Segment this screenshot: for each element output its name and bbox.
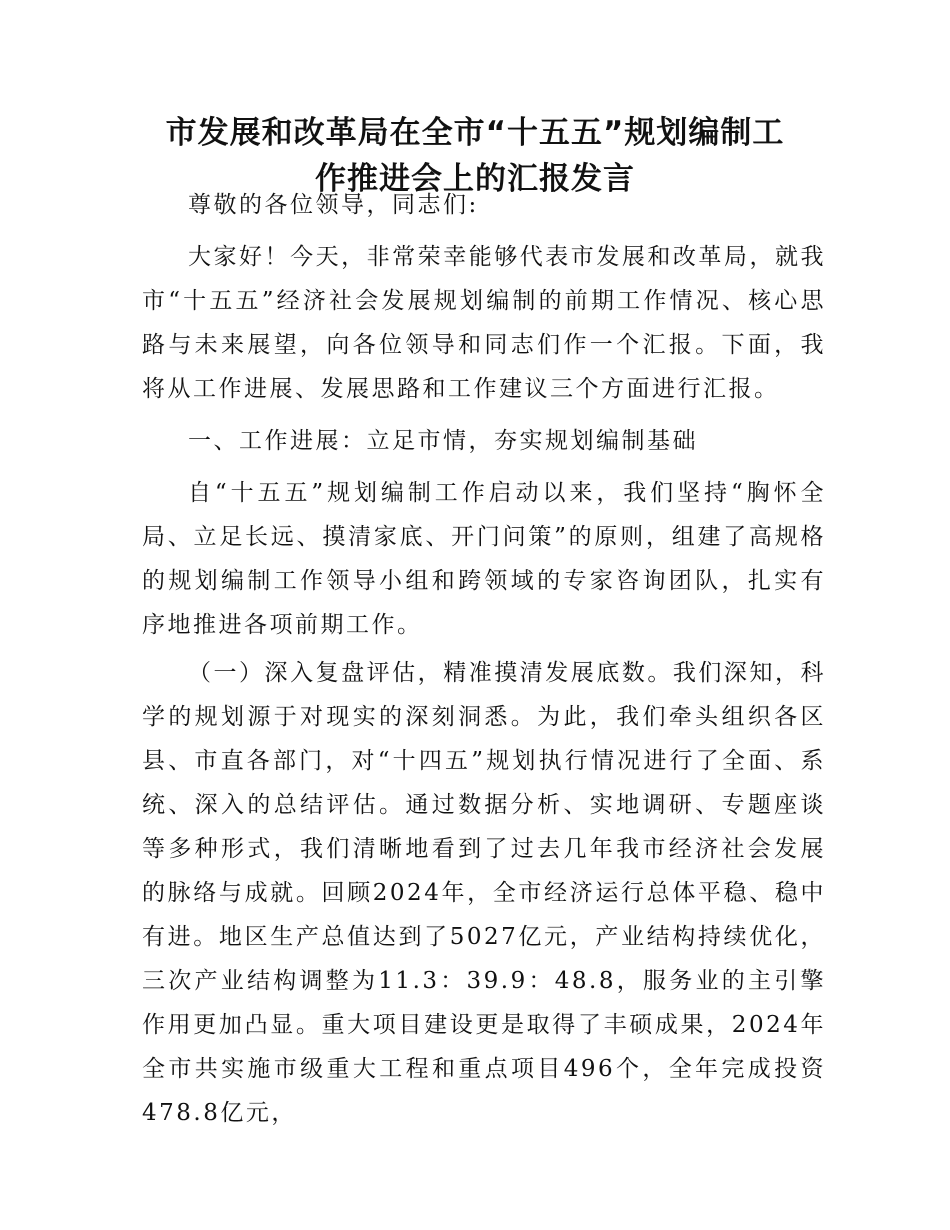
paragraph-progress: 自“十五五”规划编制工作启动以来，我们坚持“胸怀全局、立足长远、摸清家底、开门问策”的原则，组建了高规格的规划编制工作领导小组和跨领域的专家咨询团队，扎实有序地推进各项前期工作。 <box>142 480 826 638</box>
document-body <box>142 183 826 1135</box>
paragraph-review: （一）深入复盘评估，精准摸清发展底数。我们深知，科学的规划源于对现实的深刻洞悉。为此，我们牵头组织各区县、市直各部门，对“十四五”规划执行情况进行了全面、系统、深入的总结评估。通过数据分析、实地调研、专题座谈等多种形式，我们清晰地看到了过去几年我市经济社会发展的脉络与成就。回顾2024年，全市经济运行总体平稳、稳中有进。地区生产总值达到了5027亿元，产业结构持续优化，三次产业结构调整为11.3：39.9：48.8，服务业的主引擎作用更加凸显。重大项目建设更是取得了丰硕成果，2024年全市共实施市级重大工程和重点项目496个，全年完成投资478.8亿元， <box>142 660 826 1126</box>
paragraph-intro: 大家好！今天，非常荣幸能够代表市发展和改革局，就我市“十五五”经济社会发展规划编制的前期工作情况、核心思路与未来展望，向各位领导和同志们作一个汇报。下面，我将从工作进展、发展思路和工作建议三个方面进行汇报。 <box>142 244 826 402</box>
section-heading-1: 一、工作进展：立足市情，夯实规划编制基础 <box>188 428 698 454</box>
title-line-1: 市发展和改革局在全市“十五五”规划编制工 <box>165 115 785 151</box>
title-line-2: 作推进会上的汇报发言 <box>315 161 635 197</box>
salutation: 尊敬的各位领导，同志们: <box>188 192 479 218</box>
